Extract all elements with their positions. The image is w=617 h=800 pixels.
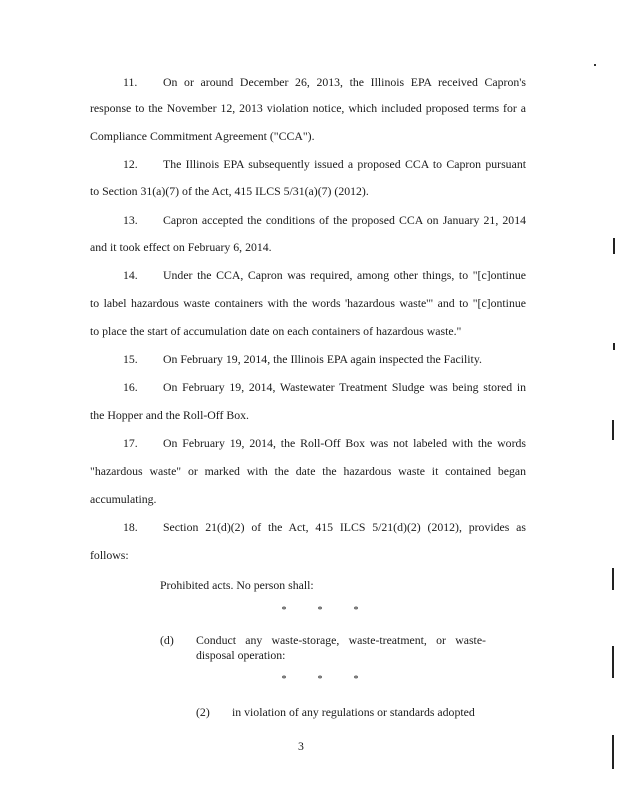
scan-artifact: [613, 343, 615, 350]
paragraph-number: 12.: [123, 157, 138, 171]
paragraph-text-line: On February 19, 2014, the Roll-Off Box was not labeled with the words: [163, 436, 526, 450]
paragraph-number: 11.: [123, 75, 138, 89]
page-number: 3: [298, 739, 304, 753]
quote-subitem-label: (2): [196, 705, 210, 719]
scan-artifact: [612, 568, 614, 590]
paragraph-number: 15.: [123, 352, 138, 366]
scan-artifact: [612, 646, 614, 678]
ellipsis-star: *: [281, 605, 287, 616]
paragraph-text-line: Compliance Commitment Agreement ("CCA").: [90, 129, 315, 143]
quote-item-text-line: Conduct any waste-storage, waste-treatment, or waste-: [196, 633, 486, 647]
paragraph-text-line: to Section 31(a)(7) of the Act, 415 ILCS 5/31(a)(7) (2012).: [90, 184, 369, 198]
scan-artifact: [612, 735, 614, 769]
paragraph-text-line: response to the November 12, 2013 violation notice, which included proposed terms for a: [90, 101, 526, 115]
ellipsis-stars: [266, 606, 374, 616]
ellipsis-star: *: [353, 605, 359, 616]
ellipsis-star: *: [317, 674, 323, 685]
ellipsis-stars: [266, 675, 374, 685]
quote-item-text-line: disposal operation:: [196, 648, 286, 662]
ellipsis-star: *: [353, 674, 359, 685]
paragraph-text-line: accumulating.: [90, 492, 157, 506]
paragraph-text-line: and it took effect on February 6, 2014.: [90, 240, 272, 254]
paragraph-number: 17.: [123, 436, 138, 450]
paragraph-text-line: Under the CCA, Capron was required, among other things, to "[c]ontinue: [163, 268, 526, 282]
paragraph-text-line: follows:: [90, 548, 129, 562]
paragraph-number: 16.: [123, 380, 138, 394]
paragraph-text-line: Capron accepted the conditions of the proposed CCA on January 21, 2014: [163, 213, 526, 227]
quote-intro: Prohibited acts. No person shall:: [160, 578, 314, 592]
paragraph-text-line: to place the start of accumulation date on each containers of hazardous waste.": [90, 324, 462, 338]
paragraph-text-line: On or around December 26, 2013, the Illinois EPA received Capron's: [163, 75, 526, 89]
paragraph-text-line: On February 19, 2014, Wastewater Treatment Sludge was being stored in: [163, 380, 526, 394]
ellipsis-star: *: [281, 674, 287, 685]
quote-subitem-text: in violation of any regulations or standards adopted: [232, 705, 475, 719]
ellipsis-star: *: [317, 605, 323, 616]
scan-artifact: [612, 420, 614, 440]
paragraph-text-line: the Hopper and the Roll-Off Box.: [90, 408, 250, 422]
paragraph-text-line: to label hazardous waste containers with the words 'hazardous waste'" and to "[c]ontinue: [90, 296, 526, 310]
paragraph-number: 14.: [123, 268, 138, 282]
paragraph-text-line: Section 21(d)(2) of the Act, 415 ILCS 5/21(d)(2) (2012), provides as: [163, 520, 526, 534]
scan-artifact: [594, 64, 596, 66]
paragraph-text-line: On February 19, 2014, the Illinois EPA again inspected the Facility.: [163, 352, 482, 366]
paragraph-number: 18.: [123, 520, 138, 534]
paragraph-text-line: "hazardous waste" or marked with the date the hazardous waste it contained began: [90, 464, 526, 478]
paragraph-number: 13.: [123, 213, 138, 227]
scan-artifact: [613, 238, 615, 254]
quote-item-label: (d): [160, 633, 174, 647]
paragraph-text-line: The Illinois EPA subsequently issued a proposed CCA to Capron pursuant: [163, 157, 526, 171]
